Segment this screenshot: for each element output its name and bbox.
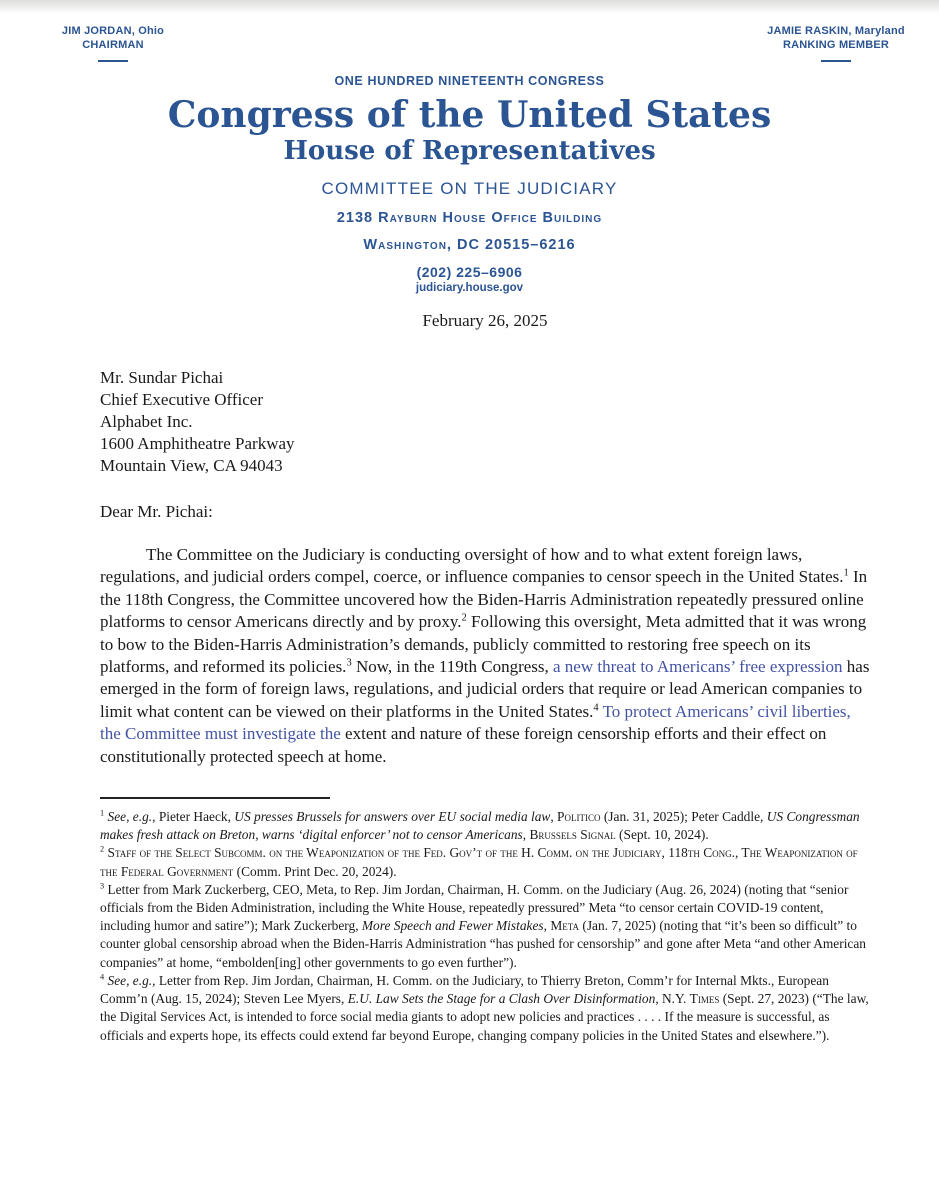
- footnote-separator: [100, 797, 330, 799]
- letter-date: February 26, 2025: [422, 311, 548, 330]
- recipient-address: [100, 367, 870, 477]
- address-line: 1600 Amphitheatre Parkway: [100, 434, 295, 453]
- footnote: $^1$ See, e.g., Pieter Haeck, US presses Brussels for answers over EU social media law, Politico (Jan. 31, 2025); Peter Caddle, US Congressman makes fresh attack on Breton, warns ‘digital enforcer’ not to censor Americans, Brussels Signal (Sept. 10, 2024).: [100, 808, 860, 843]
- ranking-member-block: [741, 24, 931, 62]
- address-line: Alphabet Inc.: [100, 412, 193, 431]
- chairman-title: CHAIRMAN: [82, 39, 144, 51]
- chairman-name: JIM JORDAN, Ohio: [61, 25, 165, 37]
- house-title: House of Representatives: [283, 136, 656, 166]
- salutation: Dear Mr. Pichai:: [100, 502, 213, 521]
- address-line: Mountain View, CA 94043: [100, 456, 283, 475]
- congress-title: Congress of the United States: [167, 94, 772, 136]
- footnotes: [100, 808, 870, 1045]
- footnote: $^4$ See, e.g., Letter from Rep. Jim Jordan, Chairman, H. Comm. on the Judiciary, to Thierry Breton, Comm’r for Internal Mkts., European Comm’n (Aug. 15, 2024); Steven Lee Myers, E.U. Law Sets the Stage for a Clash Over Disinformation, N.Y. Times (Sept. 27, 2023) (“The law, the Digital Services Act, is intended to force social media giants to adopt new policies and practices . . . . If the measure is successful, as officials and experts hope, its effects could extend far beyond Europe, changing company policies in the United States and elsewhere.”).: [100, 972, 869, 1043]
- address-line: Chief Executive Officer: [100, 390, 264, 409]
- address-line-2: Washington, DC 20515–6216: [363, 237, 576, 253]
- address-line-1: 2138 Rayburn House Office Building: [336, 210, 603, 226]
- body-paragraph: The Committee on the Judiciary is conducting oversight of how and to what extent foreign laws, regulations, and judicial orders compel, coerce, or influence companies to censor speech in the United States.$^1$ In the 118th Congress, the Committee uncovered how the Biden-Harris Administration repeatedly pressured online platforms to censor Americans directly and by proxy.$^2$ Following this oversight, Meta admitted that it was wrong to bow to the Biden-Harris Administration’s demands, publicly committed to restoring free speech on its platforms, and reformed its policies.$^3$ Now, in the 119th Congress, a new threat to Americans’ free expression has emerged in the form of foreign laws, regulations, and judicial orders that require or lead American companies to limit what content can be viewed on their platforms in the United States.$^4$ To protect Americans’ civil liberties, the Committee must investigate the extent and nature of these foreign censorship efforts and their effect on constitutionally protected speech at home.: [100, 545, 870, 766]
- website-url: judiciary.house.gov: [415, 282, 524, 294]
- chairman-rule: [98, 60, 128, 62]
- ranking-member-rule: [821, 60, 851, 62]
- chairman-block: [18, 24, 208, 62]
- footnote: $^3$ Letter from Mark Zuckerberg, CEO, Meta, to Rep. Jim Jordan, Chairman, H. Comm. on the Judiciary (Aug. 26, 2024) (noting that “senior officials from the Biden Administration, including the White House, repeatedly pressured” Meta “to censor certain COVID-19 content, including humor and satire”); Mark Zuckerberg, More Speech and Fewer Mistakes, Meta (Jan. 7, 2025) (noting that “it’s been so difficult” to counter global censorship abroad when the Biden-Harris Administration “has pushed for censorship” and gone after Meta “and other American companies” at home, “embolden[ing] other governments to go even further”).: [100, 881, 866, 970]
- address-line: Mr. Sundar Pichai: [100, 368, 224, 387]
- footnote: $^2$ Staff of the Select Subcomm. on the Weaponization of the Fed. Gov’t of the H. Comm. on the Judiciary, 118th Cong., The Weaponization of the Federal Government (Comm. Print Dec. 20, 2024).: [100, 845, 858, 879]
- phone-number: (202) 225–6906: [416, 264, 523, 280]
- letter-body-column: [0, 311, 939, 1045]
- congress-session: ONE HUNDRED NINETEENTH CONGRESS: [334, 74, 605, 88]
- ranking-member-name: JAMIE RASKIN, Maryland: [767, 25, 905, 37]
- ranking-member-title: RANKING MEMBER: [782, 39, 890, 51]
- committee-name: COMMITTEE ON THE JUDICIARY: [321, 179, 618, 198]
